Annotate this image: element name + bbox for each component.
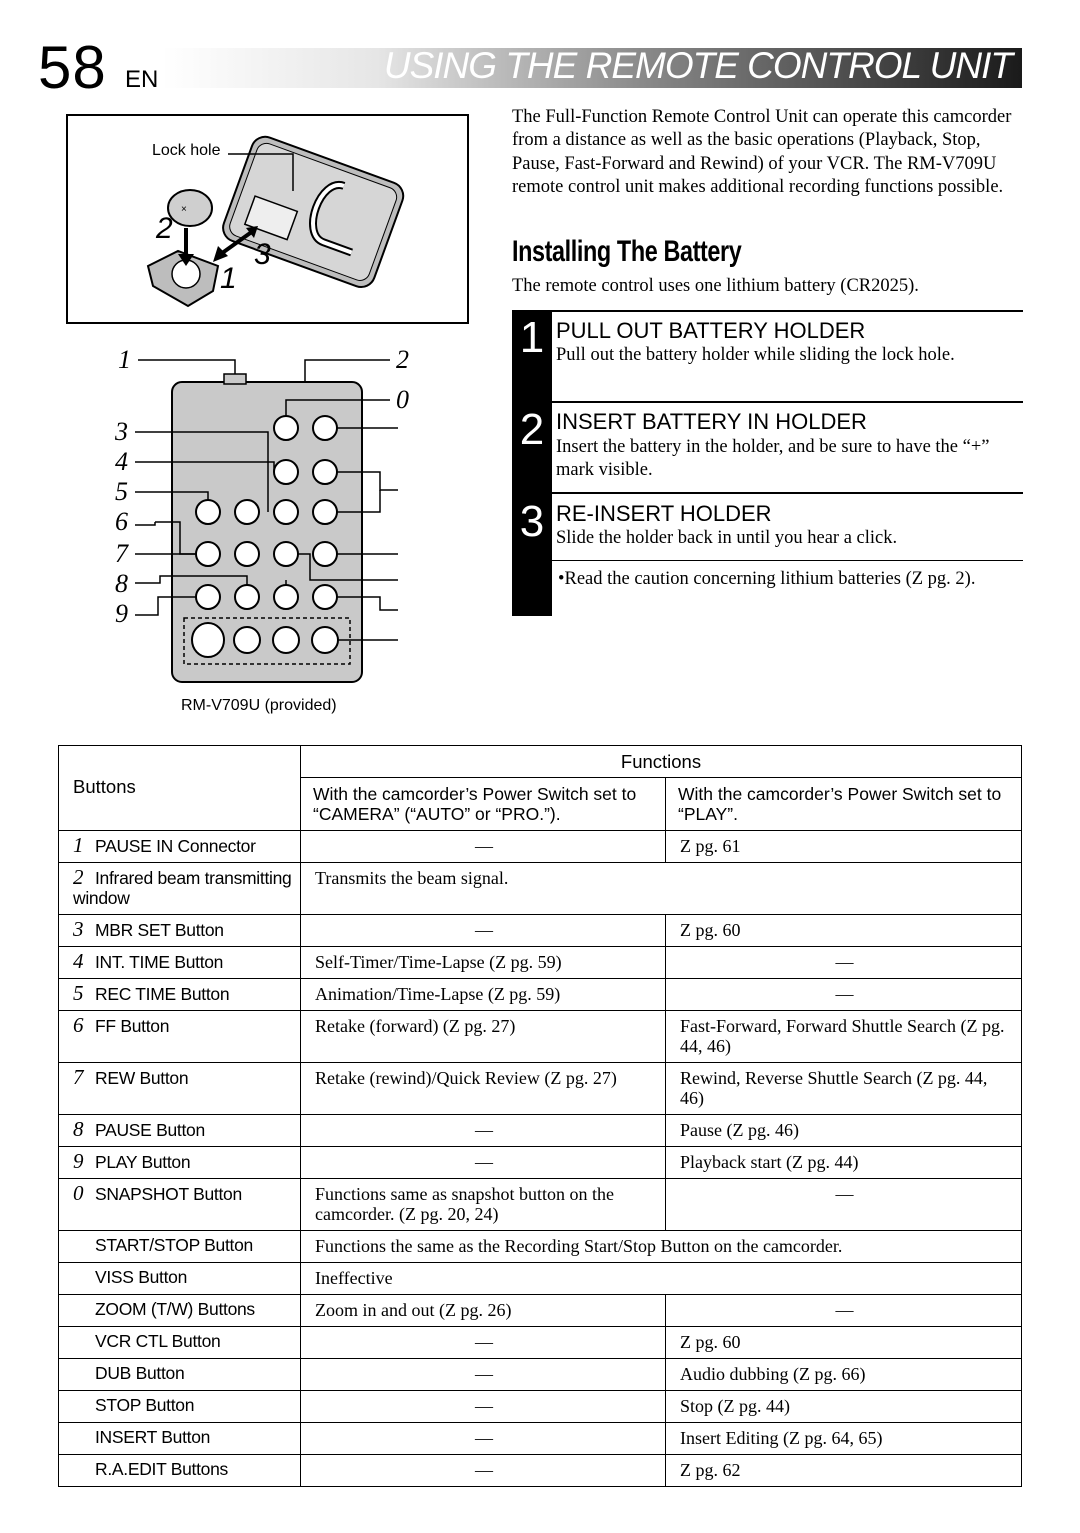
- table-row: [59, 1011, 1022, 1063]
- caution-divider: [552, 560, 1023, 561]
- function-camera-cell: —: [301, 831, 666, 863]
- table-row: [59, 979, 1022, 1011]
- function-camera-cell: Retake (forward) (Z pg. 27): [301, 1011, 666, 1063]
- function-play-cell: Stop (Z pg. 44): [666, 1391, 1022, 1423]
- step-divider: [552, 492, 1023, 494]
- page-title: USING THE REMOTE CONTROL UNIT: [383, 45, 1012, 86]
- button-name-cell: [59, 1423, 301, 1455]
- button-number: 0: [73, 1181, 84, 1205]
- button-name-cell: [59, 915, 301, 947]
- functions-table: [58, 745, 1022, 1487]
- lock-hole-label: Lock hole: [152, 142, 221, 159]
- button-label: START/STOP Button: [95, 1235, 253, 1255]
- button-label: MBR SET Button: [95, 920, 224, 940]
- table-row: [59, 1231, 1022, 1263]
- function-play-cell: Z pg. 60: [666, 1327, 1022, 1359]
- remote-label-5: 5: [115, 477, 128, 506]
- function-play-cell: Fast-Forward, Forward Shuttle Search (Z pg. 44, 46): [666, 1011, 1022, 1063]
- button-label: FF Button: [95, 1016, 170, 1036]
- function-play-cell: —: [666, 979, 1022, 1011]
- button-label: SNAPSHOT Button: [95, 1184, 242, 1204]
- button-label: INSERT Button: [95, 1427, 211, 1447]
- remote-label-4: 4: [115, 447, 128, 476]
- button-name-cell: [59, 863, 301, 915]
- step-text-3: Slide the holder back in until you hear a click.: [556, 528, 898, 548]
- function-play-cell: Pause (Z pg. 46): [666, 1115, 1022, 1147]
- button-number: 5: [73, 981, 84, 1005]
- table-row: [59, 1263, 1022, 1295]
- figure-step-1: 1: [220, 262, 237, 295]
- button-label: PAUSE Button: [95, 1120, 205, 1140]
- function-play-cell: Playback start (Z pg. 44): [666, 1147, 1022, 1179]
- table-row: [59, 863, 1022, 915]
- table-row: [59, 831, 1022, 863]
- button-label: REC TIME Button: [95, 984, 230, 1004]
- button-label: DUB Button: [95, 1363, 185, 1383]
- function-camera-cell: —: [301, 1455, 666, 1487]
- remote-label-6: 6: [115, 507, 128, 536]
- step-text-2: Insert the battery in the holder, and be sure to have the “+” mark visible.: [556, 437, 990, 480]
- function-play-cell: Insert Editing (Z pg. 64, 65): [666, 1423, 1022, 1455]
- svg-text:×: ×: [181, 204, 187, 215]
- table-row: [59, 1455, 1022, 1487]
- step-title-2: INSERT BATTERY IN HOLDER: [556, 409, 867, 434]
- section-note: The remote control uses one lithium battery (CR2025).: [512, 276, 919, 296]
- button-label: STOP Button: [95, 1395, 195, 1415]
- function-merged-cell: Transmits the beam signal.: [301, 863, 1022, 915]
- button-name-cell: [59, 1455, 301, 1487]
- button-name-cell: [59, 1263, 301, 1295]
- table-row: [59, 915, 1022, 947]
- function-camera-cell: —: [301, 1423, 666, 1455]
- button-number: 7: [73, 1065, 84, 1089]
- table-row: [59, 1423, 1022, 1455]
- table-row: [59, 1147, 1022, 1179]
- button-label: Infrared beam transmitting window: [73, 868, 292, 908]
- intro-paragraph: The Full-Function Remote Control Unit can operate this camcorder from a distance as well as the basic operations (Playback, Stop, Pause, Fast-Forward and Rewind) of your VCR. The RM-V709U remote control unit makes additional recording functions possible.: [512, 107, 1012, 197]
- button-number: 9: [73, 1149, 84, 1173]
- button-name-cell: [59, 1295, 301, 1327]
- remote-control-illustration: [100, 340, 430, 685]
- button-name-cell: [59, 1231, 301, 1263]
- language-code: EN: [125, 66, 159, 93]
- remote-label-0: 0: [396, 385, 409, 414]
- function-camera-cell: Zoom in and out (Z pg. 26): [301, 1295, 666, 1327]
- remote-label-3: 3: [115, 417, 128, 446]
- button-name-cell: [59, 947, 301, 979]
- button-name-cell: [59, 1115, 301, 1147]
- step-number-2: 2: [519, 405, 545, 454]
- figure-step-2: 2: [156, 212, 173, 245]
- table-row: [59, 1179, 1022, 1231]
- remote-label-7: 7: [115, 539, 128, 568]
- button-name-cell: [59, 1011, 301, 1063]
- step-divider: [552, 401, 1023, 403]
- button-name-cell: [59, 1063, 301, 1115]
- page-number: 58: [38, 34, 107, 101]
- function-play-cell: —: [666, 947, 1022, 979]
- function-camera-cell: —: [301, 1115, 666, 1147]
- button-number: 8: [73, 1117, 84, 1141]
- header-buttons: Buttons: [59, 746, 301, 831]
- remote-label-9: 9: [115, 599, 128, 628]
- function-merged-cell: Ineffective: [301, 1263, 1022, 1295]
- function-camera-cell: —: [301, 1391, 666, 1423]
- button-name-cell: [59, 979, 301, 1011]
- step-title-1: PULL OUT BATTERY HOLDER: [556, 318, 866, 343]
- battery-figure: [66, 114, 469, 324]
- table-row: [59, 1391, 1022, 1423]
- button-label: PAUSE IN Connector: [95, 836, 256, 856]
- button-label: INT. TIME Button: [95, 952, 224, 972]
- function-camera-cell: Animation/Time-Lapse (Z pg. 59): [301, 979, 666, 1011]
- step-divider: [552, 310, 1023, 312]
- header-functions: Functions: [301, 746, 1022, 778]
- button-number: 2: [73, 865, 84, 889]
- header-camera-mode: With the camcorder’s Power Switch set to “CAMERA” (“AUTO” or “PRO.”).: [301, 778, 666, 831]
- table-row: [59, 947, 1022, 979]
- table-row: [59, 1359, 1022, 1391]
- step-text-1: Pull out the battery holder while sliding the lock hole.: [556, 345, 955, 365]
- button-label: PLAY Button: [95, 1152, 191, 1172]
- caution-note: •Read the caution concerning lithium batteries (Z pg. 2).: [558, 569, 976, 589]
- button-number: 1: [73, 833, 84, 857]
- function-play-cell: —: [666, 1179, 1022, 1231]
- button-number: 3: [73, 917, 84, 941]
- function-merged-cell: Functions the same as the Recording Start/Stop Button on the camcorder.: [301, 1231, 1022, 1263]
- button-label: REW Button: [95, 1068, 189, 1088]
- function-camera-cell: Retake (rewind)/Quick Review (Z pg. 27): [301, 1063, 666, 1115]
- function-play-cell: Audio dubbing (Z pg. 66): [666, 1359, 1022, 1391]
- function-play-cell: Z pg. 61: [666, 831, 1022, 863]
- button-number: 6: [73, 1013, 84, 1037]
- function-camera-cell: —: [301, 915, 666, 947]
- section-heading: Installing The Battery: [512, 235, 742, 268]
- button-label: ZOOM (T/W) Buttons: [95, 1299, 255, 1319]
- step-number-3: 3: [519, 497, 545, 546]
- button-label: VISS Button: [95, 1267, 188, 1287]
- figure-step-3: 3: [254, 238, 271, 271]
- button-label: R.A.EDIT Buttons: [95, 1459, 228, 1479]
- remote-label-8: 8: [115, 569, 128, 598]
- function-camera-cell: Functions same as snapshot button on the camcorder. (Z pg. 20, 24): [301, 1179, 666, 1231]
- step-number-1: 1: [519, 313, 545, 362]
- function-camera-cell: —: [301, 1327, 666, 1359]
- function-camera-cell: Self-Timer/Time-Lapse (Z pg. 59): [301, 947, 666, 979]
- remote-caption: RM-V709U (provided): [181, 697, 337, 714]
- button-name-cell: [59, 1327, 301, 1359]
- function-camera-cell: —: [301, 1359, 666, 1391]
- button-name-cell: [59, 1179, 301, 1231]
- button-name-cell: [59, 831, 301, 863]
- table-row: [59, 1295, 1022, 1327]
- table-row: [59, 1063, 1022, 1115]
- button-label: VCR CTL Button: [95, 1331, 221, 1351]
- remote-label-2: 2: [396, 345, 409, 374]
- function-play-cell: Rewind, Reverse Shuttle Search (Z pg. 44, 46): [666, 1063, 1022, 1115]
- button-name-cell: [59, 1147, 301, 1179]
- table-row: [59, 1115, 1022, 1147]
- table-row: [59, 1327, 1022, 1359]
- function-play-cell: —: [666, 1295, 1022, 1327]
- function-play-cell: Z pg. 62: [666, 1455, 1022, 1487]
- remote-label-1: 1: [118, 345, 131, 374]
- function-play-cell: Z pg. 60: [666, 915, 1022, 947]
- button-number: 4: [73, 949, 84, 973]
- step-title-3: RE-INSERT HOLDER: [556, 501, 772, 526]
- header-play-mode: With the camcorder’s Power Switch set to “PLAY”.: [666, 778, 1022, 831]
- battery-holder-illustration: [68, 116, 467, 322]
- function-camera-cell: —: [301, 1147, 666, 1179]
- button-name-cell: [59, 1391, 301, 1423]
- button-name-cell: [59, 1359, 301, 1391]
